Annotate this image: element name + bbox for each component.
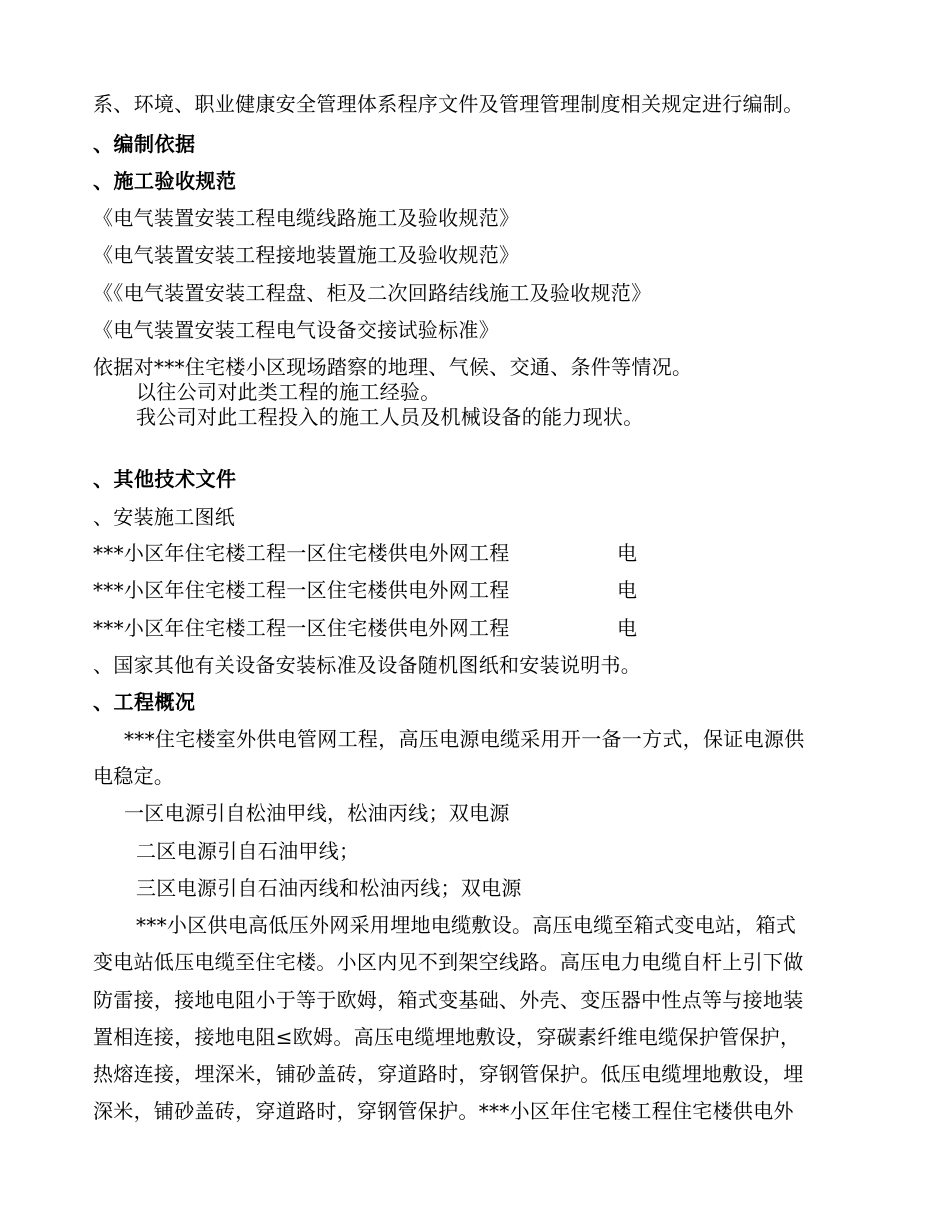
paragraph-line: ***小区供电高低压外网采用埋地电缆敷设。高压电缆至箱式变电站，箱式 (136, 913, 797, 937)
standard-item: 《电气装置安装工程电缆线路施工及验收规范》 (93, 206, 520, 230)
drawing-tail: 电 (617, 578, 638, 602)
drawing-tail: 电 (617, 616, 638, 640)
paragraph-line: 变电站低压电缆至住宅楼。小区内见不到架空线路。高压电力电缆自杆上引下做 (93, 950, 804, 974)
standard-item: 《电气装置安装工程电气设备交接试验标准》 (93, 318, 499, 342)
heading-acceptance-codes: 、施工验收规范 (93, 169, 237, 193)
paragraph-line: 热熔连接，埋深米，铺砂盖砖，穿道路时，穿钢管保护。低压电缆埋地敷设，埋 (93, 1062, 804, 1086)
drawing-title: ***小区年住宅楼工程一区住宅楼供电外网工程 (93, 541, 510, 565)
basis-line: 我公司对此工程投入的施工人员及机械设备的能力现状。 (136, 405, 644, 429)
drawing-tail: 电 (617, 541, 638, 565)
heading-other-docs: 、其他技术文件 (93, 467, 237, 491)
drawing-title: ***小区年住宅楼工程一区住宅楼供电外网工程 (93, 616, 510, 640)
paragraph-line: 置相连接，接地电阻≤欧姆。高压电缆埋地敷设，穿碳素纤维电缆保护管保护， (93, 1025, 801, 1049)
zone-line: 二区电源引自石油甲线； (136, 839, 360, 863)
overview-line: 电稳定。 (93, 764, 175, 788)
drawing-item (93, 616, 510, 640)
zone-line: 一区电源引自松油甲线，松油丙线；双电源 (124, 801, 510, 825)
zone-line: 三区电源引自石油丙线和松油丙线；双电源 (136, 876, 522, 900)
drawing-item (93, 578, 510, 602)
drawing-title: ***小区年住宅楼工程一区住宅楼供电外网工程 (93, 578, 510, 602)
drawing-item (93, 541, 510, 565)
intro-line: 系、环境、职业健康安全管理体系程序文件及管理管理制度相关规定进行编制。 (93, 92, 804, 116)
paragraph-line: 防雷接，接地电阻小于等于欧姆，箱式变基础、外壳、变压器中性点等与接地装 (93, 988, 804, 1012)
national-standards-line: 、国家其他有关设备安装标准及设备随机图纸和安装说明书。 (93, 653, 642, 677)
drawings-line: 、安装施工图纸 (93, 505, 236, 529)
heading-basis: 、编制依据 (93, 132, 196, 156)
paragraph-line: 深米，铺砂盖砖，穿道路时，穿钢管保护。***小区年住宅楼工程住宅楼供电外 (93, 1099, 794, 1123)
standard-item: 《电气装置安装工程接地装置施工及验收规范》 (93, 243, 520, 267)
heading-overview: 、工程概况 (93, 690, 196, 714)
overview-line: ***住宅楼室外供电管网工程，高压电源电缆采用开一备一方式，保证电源供 (124, 727, 805, 751)
standard-item: 《《电气装置安装工程盘、柜及二次回路结线施工及验收规范》 (93, 281, 652, 305)
basis-line: 以往公司对此类工程的施工经验。 (136, 380, 441, 404)
basis-line: 依据对***住宅楼小区现场踏察的地理、气候、交通、条件等情况。 (93, 355, 693, 379)
